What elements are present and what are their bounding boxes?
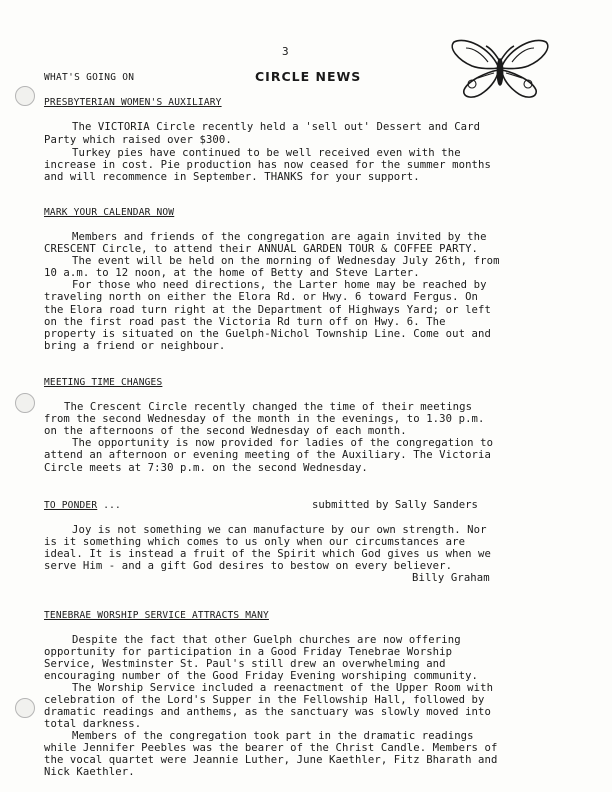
article-line: serve Him - and a gift God desires to bestow on every believer. — [44, 560, 453, 572]
article-line: Despite the fact that other Guelph churches are now offering — [72, 634, 461, 646]
article-line: Circle meets at 7:30 p.m. on the second Wednesday. — [44, 462, 368, 474]
article-heading: MEETING TIME CHANGES — [44, 377, 163, 388]
quote-author: Billy Graham — [412, 572, 490, 584]
ponder-heading: TO PONDER — [44, 500, 98, 511]
article-line: The Worship Service included a reenactment of the Upper Room with — [72, 682, 494, 694]
article-heading: PRESBYTERIAN WOMEN'S AUXILIARY — [44, 97, 222, 108]
article-line: Joy is not something we can manufacture by our own strength. Nor — [72, 524, 487, 536]
article-line: The Crescent Circle recently changed the time of their meetings — [64, 401, 473, 413]
binder-hole-top — [15, 86, 35, 106]
submitted-by: submitted by Sally Sanders — [312, 499, 478, 511]
article-line: and will recommence in September. THANKS for your support. — [44, 171, 420, 183]
article-line: Members and friends of the congregation are again invited by the — [72, 231, 487, 243]
article-line: the vocal quartet were Jeannie Luther, June Kaethler, Fitz Bharath and — [44, 754, 498, 766]
article-line: while Jennifer Peebles was the bearer of the Christ Candle. Members of — [44, 742, 498, 754]
article-line: The VICTORIA Circle recently held a 'sell out' Dessert and Card — [72, 121, 481, 133]
article-line: increase in cost. Pie production has now ceased for the summer months — [44, 159, 491, 171]
article-line: 10 a.m. to 12 noon, at the home of Betty and Steve Larter. — [44, 267, 420, 279]
article-line: from the second Wednesday of the month in the evenings, to 1.30 p.m. — [44, 413, 485, 425]
section-label: WHAT'S GOING ON — [44, 72, 135, 83]
article-heading — [44, 500, 121, 511]
article-line: CRESCENT Circle, to attend their ANNUAL GARDEN TOUR & COFFEE PARTY. — [44, 243, 479, 255]
article-line: the Elora road turn right at the Department of Highways Yard; or left — [44, 304, 491, 316]
article-heading: MARK YOUR CALENDAR NOW — [44, 207, 175, 218]
article-line: For those who need directions, the Larter home may be reached by — [72, 279, 487, 291]
article-heading: TENEBRAE WORSHIP SERVICE ATTRACTS MANY — [44, 610, 269, 621]
article-line: dramatic readings and anthems, as the sanctuary was slowly moved into — [44, 706, 491, 718]
article-line: The opportunity is now provided for ladies of the congregation to — [72, 437, 494, 449]
article-line: property is situated on the Guelph-Nichol Township Line. Come out and — [44, 328, 491, 340]
article-line: total darkness. — [44, 718, 142, 730]
article-line: Party which raised over $300. — [44, 134, 232, 146]
article-line: traveling north on either the Elora Rd. or Hwy. 6 toward Fergus. On — [44, 291, 479, 303]
article-line: Turkey pies have continued to be well received even with the — [72, 147, 461, 159]
article-line: ideal. It is instead a fruit of the Spirit which God gives us when we — [44, 548, 491, 560]
article-line: encouraging number of the Good Friday Evening worshiping community. — [44, 670, 479, 682]
article-line: attend an afternoon or evening meeting of the Auxiliary. The Victoria — [44, 449, 491, 461]
article-line: bring a friend or neighbour. — [44, 340, 226, 352]
article-line: Members of the congregation took part in the dramatic readings — [72, 730, 474, 742]
article-line: on the afternoons of the second Wednesday of each month. — [44, 425, 407, 437]
article-line: Service, Westminster St. Paul's still drew an overwhelming and — [44, 658, 446, 670]
article-line: opportunity for participation in a Good Friday Tenebrae Worship — [44, 646, 453, 658]
article-line: celebration of the Lord's Supper in the Fellowship Hall, followed by — [44, 694, 485, 706]
page-number: 3 — [282, 45, 289, 58]
article-line: The event will be held on the morning of Wednesday July 26th, from — [72, 255, 500, 267]
ponder-ellipsis: ... — [97, 500, 121, 511]
article-line: Nick Kaethler. — [44, 766, 135, 778]
binder-hole-bottom — [15, 698, 35, 718]
butterfly-logo — [448, 36, 552, 102]
article-line: is it something which comes to us only when our circumstances are — [44, 536, 466, 548]
newsletter-title: CIRCLE NEWS — [255, 69, 362, 84]
binder-hole-middle — [15, 393, 35, 413]
article-line: on the first road past the Victoria Rd turn off on Hwy. 6. The — [44, 316, 446, 328]
